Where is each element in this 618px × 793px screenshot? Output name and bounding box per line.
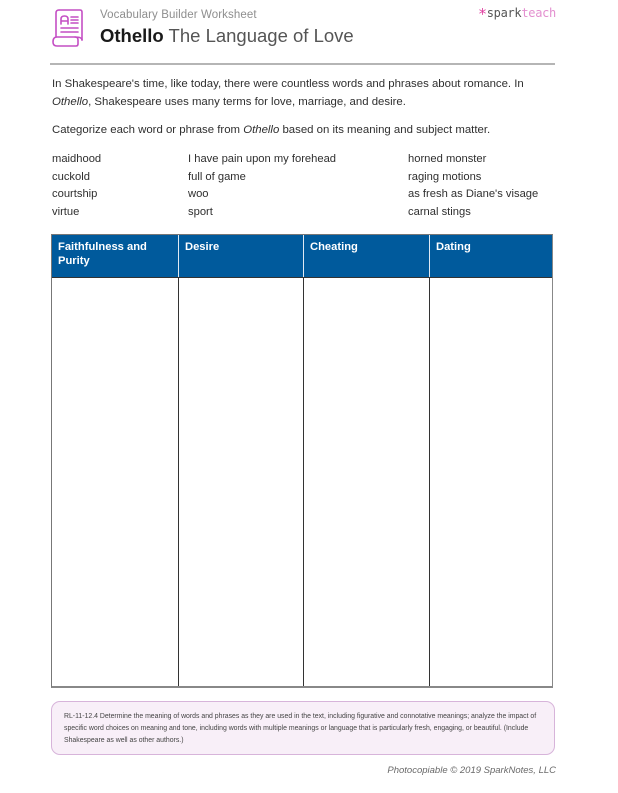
intro-text: , Shakespeare uses many terms for love, marriage, and desire. [88,95,406,108]
word-bank-item: as fresh as Diane's visage [408,188,539,200]
column-header-faithfulness: Faithfulness and Purity [58,241,147,267]
answer-cell-cheating[interactable] [303,278,429,686]
column-header-cheating: Cheating [303,235,429,277]
word-bank-item: courtship [52,188,98,200]
word-bank-item: carnal stings [408,205,471,218]
brand-teach: teach [521,6,556,20]
brand-spark: spark [486,6,522,20]
category-table [51,234,553,688]
copyright-footer: Photocopiable © 2019 SparkNotes, LLC [387,765,556,776]
word-bank-item: maidhood [52,153,102,165]
answer-cell-desire[interactable] [178,278,303,686]
word-bank-column [408,151,538,221]
word-bank-item: raging motions [408,170,482,183]
title-work: Othello [100,25,164,46]
intro-paragraph [52,76,562,111]
answer-cell-dating[interactable] [429,278,552,686]
word-bank-item: woo [188,188,209,200]
answer-cell-faithfulness[interactable] [52,278,178,686]
word-bank-column [52,151,101,221]
instruction-text: based on its meaning and subject matter. [279,124,491,136]
table-body [52,277,552,686]
word-bank-item: sport [188,205,213,218]
work-title-italic: Othello [243,124,280,136]
work-title-italic: Othello [52,95,89,108]
worksheet-type: Vocabulary Builder Worksheet [100,9,257,21]
word-bank-column [188,151,336,221]
header-divider [50,63,555,65]
page-title [100,25,354,47]
asterisk-icon: * [478,5,487,23]
word-bank-item: full of game [188,170,246,183]
instructions [52,122,562,140]
column-header-desire: Desire [178,235,303,277]
brand-logo [478,5,556,23]
table-header [52,235,552,277]
column-header-dating: Dating [429,235,552,277]
word-bank-item: cuckold [52,170,90,183]
standards-text: RL-11-12.4 Determine the meaning of words and phrases as they are used in the text, including figurative and connotative meanings; analyze the impact of specific word choices on meaning and tone, including words with multiple meanings or language that is particularly fresh, engaging, or beautiful. (Include Shakespeare as well as other authors.) [64,713,537,744]
standards-box [51,701,555,755]
title-topic: The Language of Love [168,25,354,46]
intro-text: In Shakespeare's time, like today, there were countless words and phrases about romance. In [52,78,524,90]
document-scroll-icon [51,6,85,48]
word-bank-item: virtue [52,205,80,218]
instruction-text: Categorize each word or phrase from [52,124,244,136]
word-bank-item: I have pain upon my forehead [188,153,337,165]
word-bank-item: horned monster [408,153,487,165]
